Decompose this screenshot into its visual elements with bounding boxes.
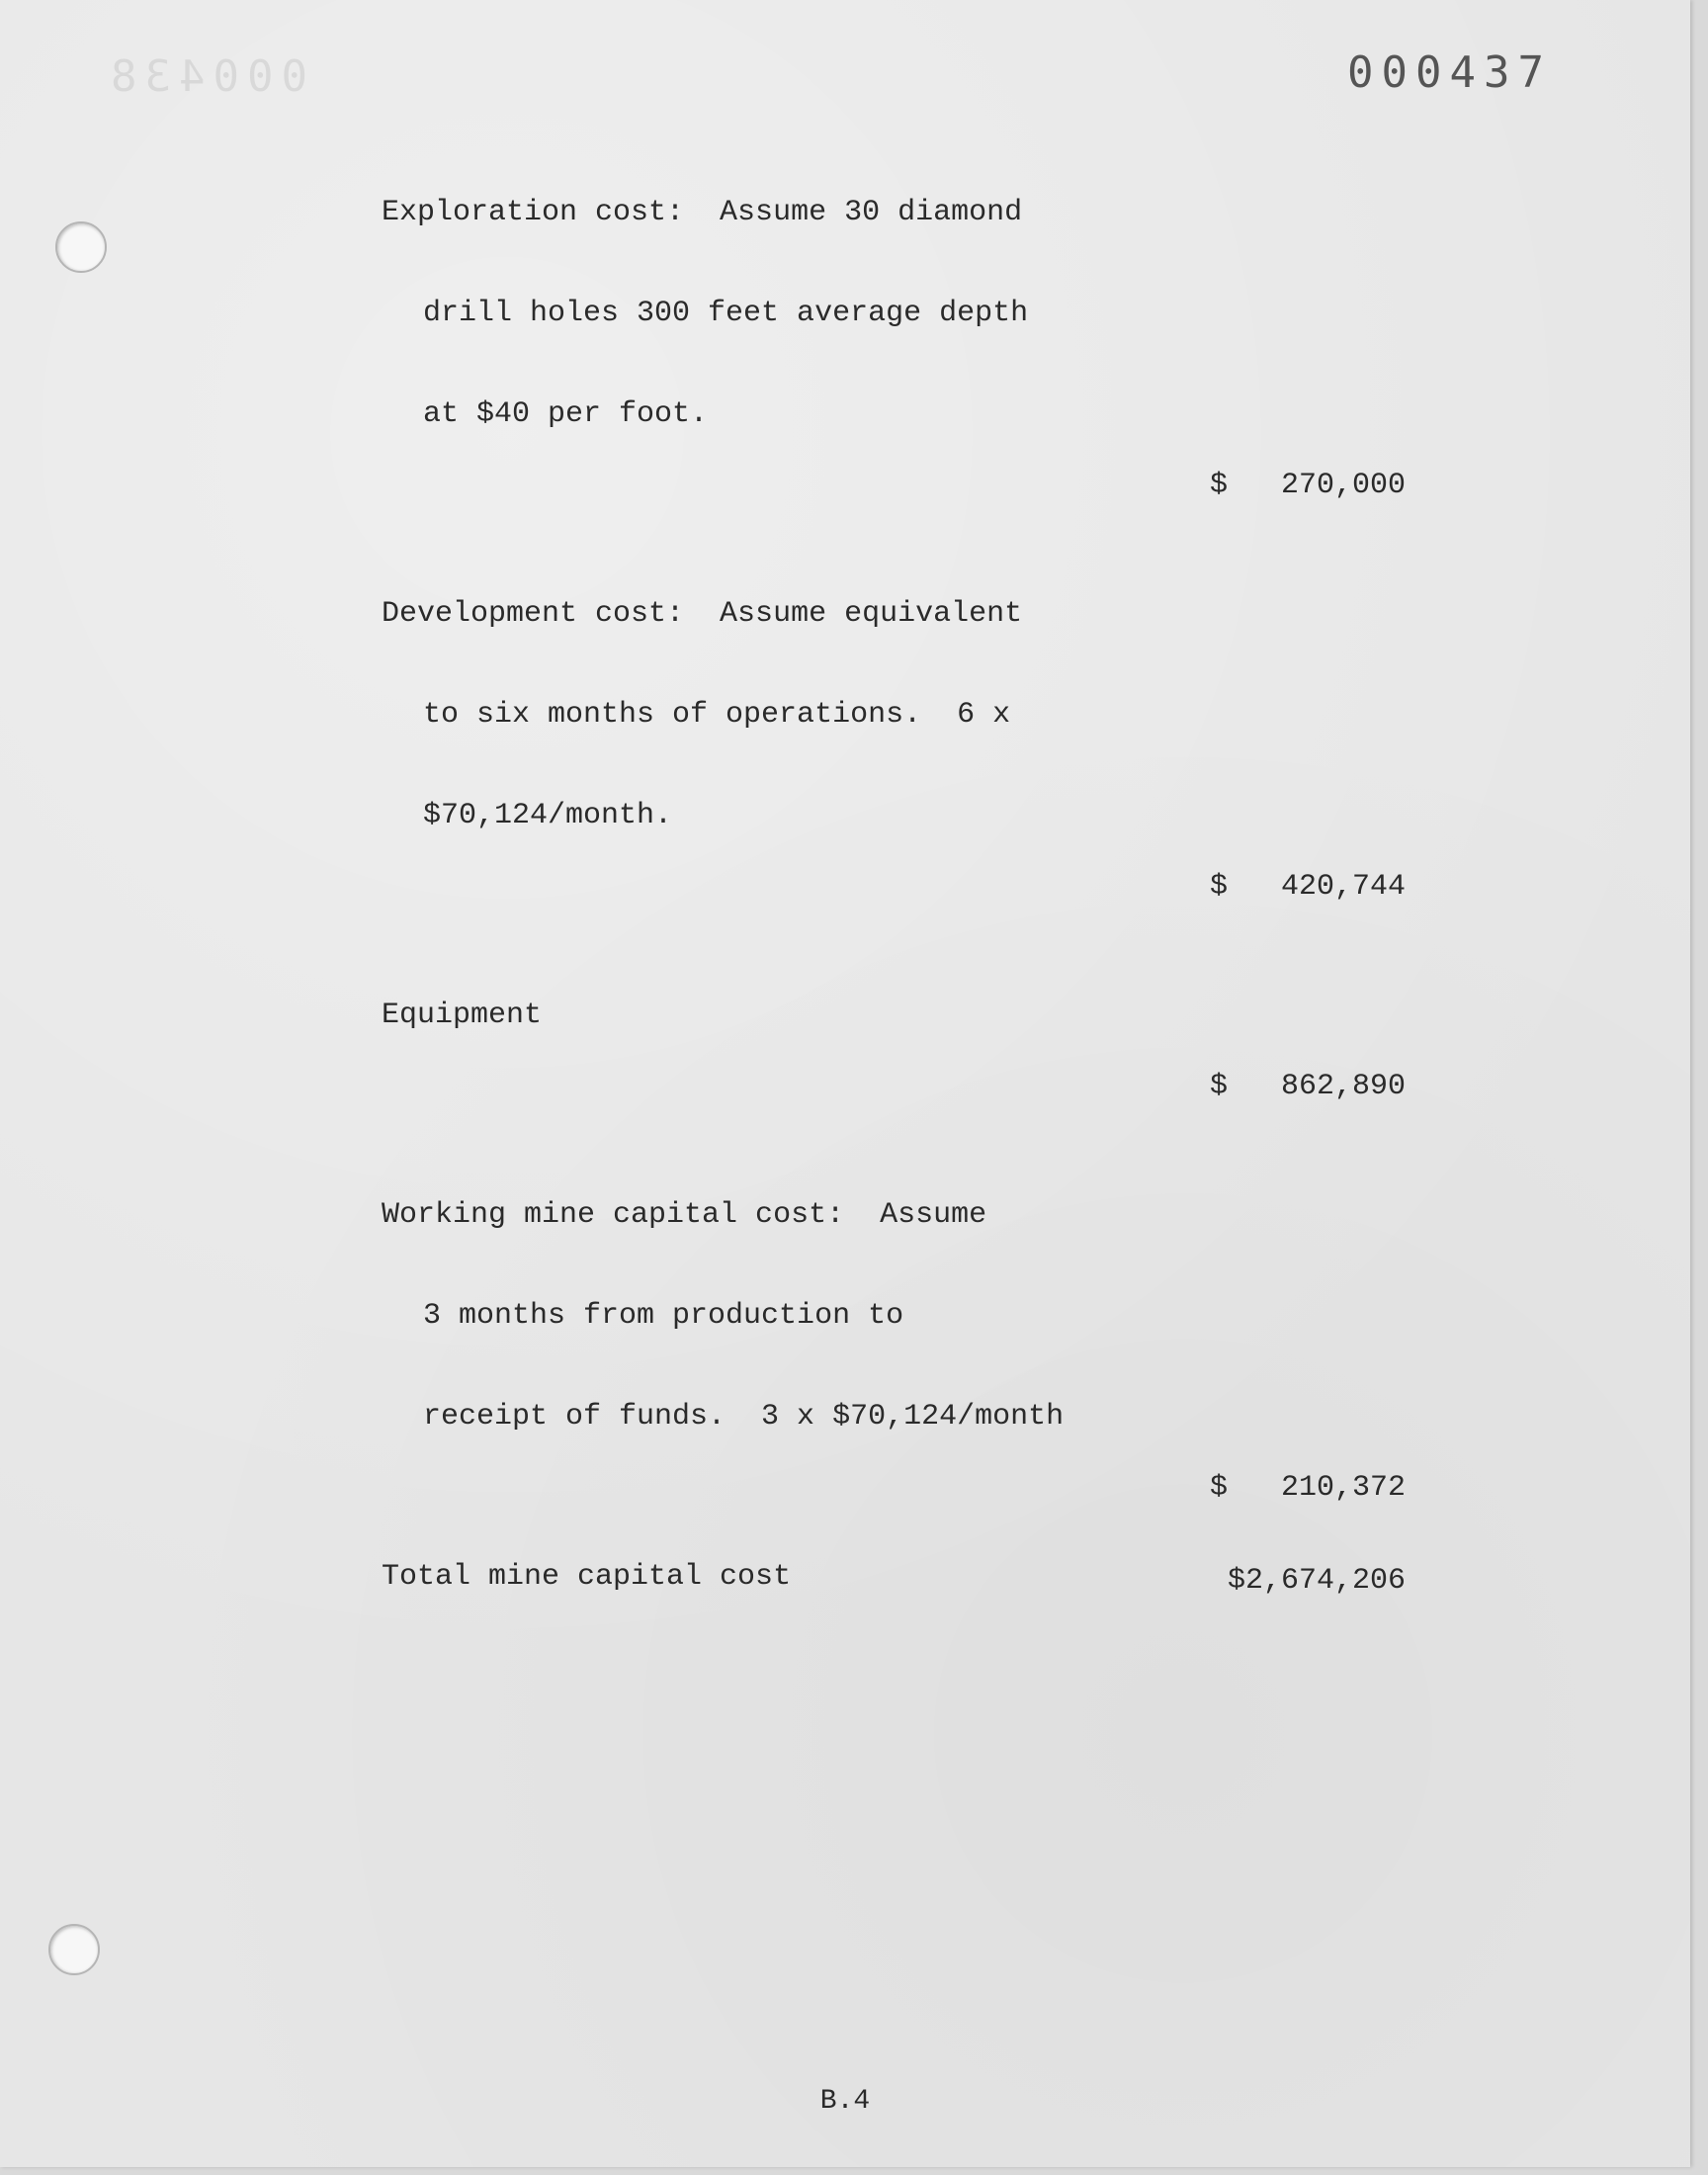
cost-item-development: [382, 530, 1409, 904]
binder-hole-bottom: [48, 1924, 100, 1975]
bates-number: 000437: [1347, 47, 1552, 98]
cost-item-equipment: [382, 931, 1409, 1103]
cost-amount: $ 862,890: [1209, 1070, 1406, 1103]
description-line: at $40 per foot.: [423, 397, 709, 431]
description-line: Exploration cost: Assume 30 diamond: [382, 196, 1023, 229]
description-line: $70,124/month.: [423, 799, 673, 832]
description-line: Development cost: Assume equivalent: [382, 597, 1023, 631]
description-line: to six months of operations. 6 x: [423, 698, 1011, 732]
cost-item-description: [382, 931, 1153, 1099]
cost-item-description: [382, 1131, 1153, 1501]
cost-item-exploration: [382, 129, 1409, 502]
description-line: Equipment: [382, 999, 543, 1032]
cost-item-description: [382, 530, 1153, 900]
cost-amount: $ 210,372: [1209, 1471, 1406, 1505]
cost-item-working-capital: [382, 1131, 1409, 1505]
bleed-through-stamp: 000438: [103, 51, 307, 102]
description-line: 3 months from production to: [423, 1299, 904, 1333]
total-amount: $2,674,206: [1227, 1564, 1406, 1598]
cost-amount: $ 420,744: [1209, 870, 1406, 904]
cost-table: [382, 129, 1409, 1625]
cost-total: [382, 1560, 1409, 1598]
cost-item-description: [382, 129, 1153, 498]
cost-amount: $ 270,000: [1209, 469, 1406, 502]
page-number: B.4: [819, 2086, 871, 2117]
description-line: drill holes 300 feet average depth: [423, 297, 1029, 330]
binder-hole-top: [55, 221, 107, 273]
total-label: Total mine capital cost: [382, 1560, 792, 1594]
description-line: receipt of funds. 3 x $70,124/month: [423, 1400, 1065, 1434]
description-line: Working mine capital cost: Assume: [382, 1198, 987, 1232]
